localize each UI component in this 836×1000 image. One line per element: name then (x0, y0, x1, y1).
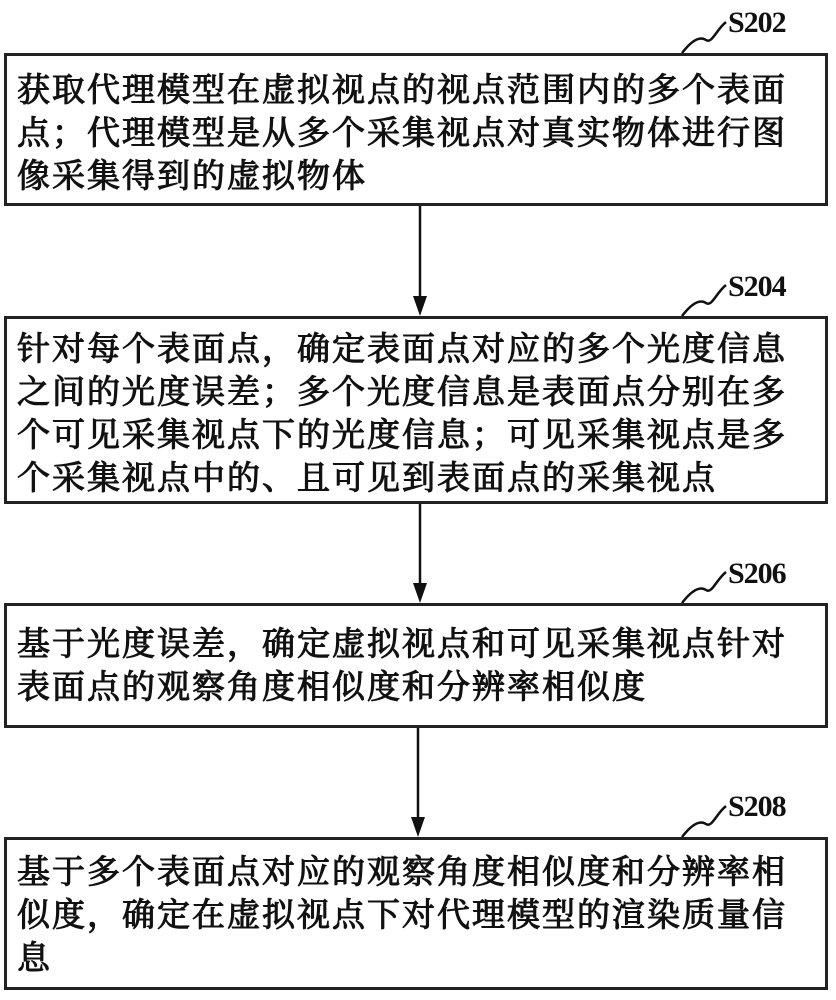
step-text-line: 之间的光度误差；多个光度信息是表面点分别在多 (17, 370, 825, 413)
step-box-s206 (4, 603, 828, 728)
step-box-s202 (4, 53, 828, 206)
leader-line-s208 (682, 806, 726, 837)
arrowhead-2 (413, 583, 427, 603)
step-text-line: 针对每个表面点，确定表面点对应的多个光度信息 (17, 327, 825, 370)
leader-line-s204 (682, 285, 726, 316)
step-label-s202: S202 (728, 6, 786, 40)
step-text-line: 基于光度误差，确定虚拟视点和可见采集视点针对 (17, 622, 825, 665)
leader-line-s206 (682, 572, 726, 603)
step-text-line: 获取代理模型在虚拟视点的视点范围内的多个表面 (17, 68, 825, 111)
step-box-s208 (4, 837, 828, 990)
step-text-line: 基于多个表面点对应的观察角度相似度和分辨率相 (17, 850, 825, 893)
step-text-line: 似度，确定在虚拟视点下对代理模型的渲染质量信 (17, 893, 825, 936)
step-text-line: 表面点的观察角度相似度和分辨率相似度 (17, 665, 825, 708)
step-text-line: 个可见采集视点下的光度信息；可见采集视点是多 (17, 413, 825, 456)
step-text-line: 个采集视点中的、且可见到表面点的采集视点 (17, 456, 825, 499)
step-text-line: 息 (17, 936, 825, 979)
step-text-line: 像采集得到的虚拟物体 (17, 154, 825, 197)
arrowhead-1 (413, 296, 427, 316)
step-text-line: 点；代理模型是从多个采集视点对真实物体进行图 (17, 111, 825, 154)
step-label-s204: S204 (728, 270, 786, 304)
arrowhead-3 (411, 817, 425, 837)
step-label-s208: S208 (728, 790, 786, 824)
leader-line-s202 (682, 22, 726, 53)
step-box-s204 (4, 316, 828, 504)
step-label-s206: S206 (728, 557, 786, 591)
